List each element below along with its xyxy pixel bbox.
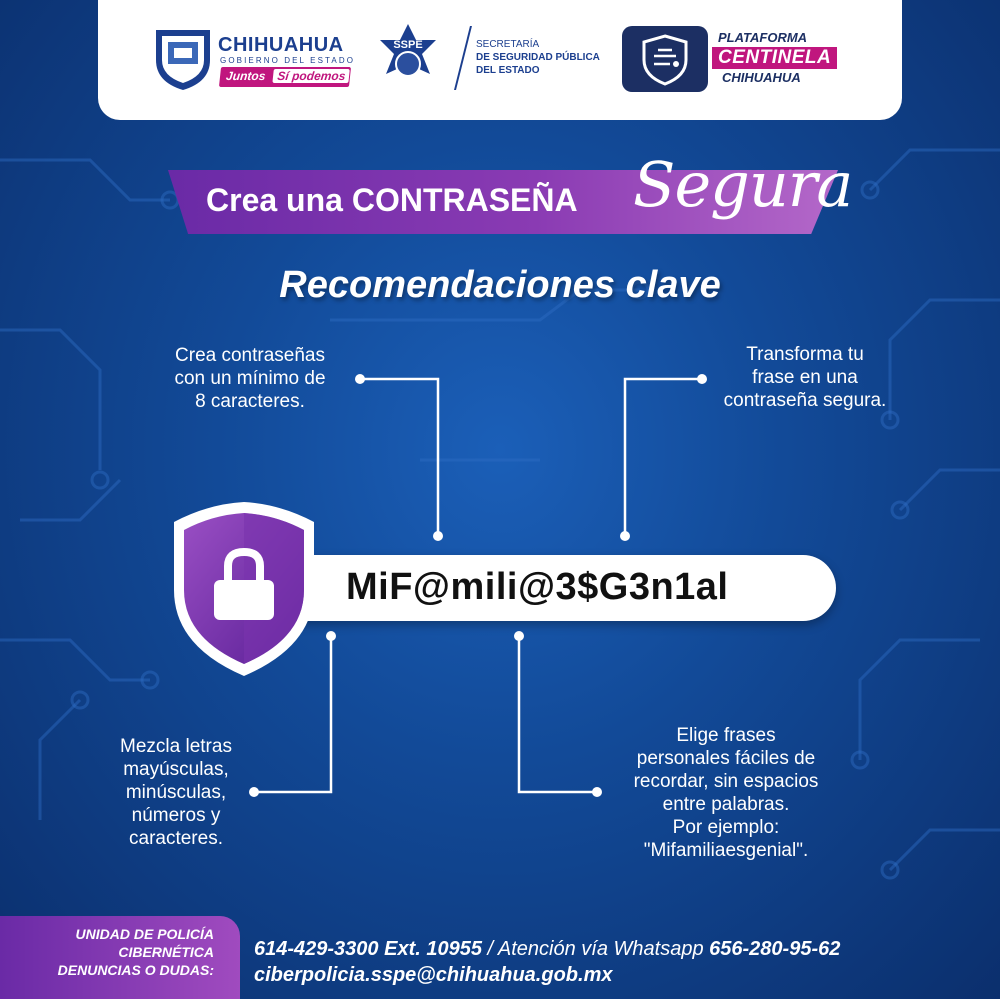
tip-line: Mezcla letras (120, 736, 232, 757)
tip-line: frase en una (752, 367, 858, 388)
secretaria-line2: DE SEGURIDAD PÚBLICA (476, 52, 600, 63)
title-script-segura: Segura (633, 148, 853, 221)
tip-line: Crea contraseñas (175, 345, 325, 366)
centinela-line2: CENTINELA (712, 47, 837, 69)
chihuahua-coat-of-arms-icon (152, 24, 214, 92)
footer-phone[interactable]: 614-429-3300 Ext. 10955 (254, 938, 482, 960)
footer-contact-line (254, 938, 840, 961)
footer-whatsapp-number[interactable]: 656-280-95-62 (709, 938, 841, 960)
tip-line: números y (131, 805, 221, 826)
tip-line: con un mínimo de (174, 368, 326, 389)
tip-line: recordar, sin espacios (633, 771, 819, 792)
centinela-circuit-shield-icon (622, 26, 708, 92)
tip-line: 8 caracteres. (195, 391, 305, 412)
slogan-juntos: Juntos (225, 69, 267, 83)
tip-line: mayúsculas, (123, 759, 229, 780)
tip-line: caracteres. (129, 828, 223, 849)
title-main: Crea una CONTRASEÑA (206, 182, 578, 218)
sspe-star-badge-icon (374, 22, 442, 94)
footer-label-line: UNIDAD DE POLICÍA (75, 926, 214, 942)
password-example-text: MiF@mili@3$G3n1al (346, 566, 729, 608)
footer-label-line: CIBERNÉTICA (118, 944, 214, 960)
footer-unit-label (0, 916, 240, 999)
gobierno-del-estado-text: GOBIERNO DEL ESTADO (220, 56, 356, 65)
tip-line: contraseña segura. (723, 390, 887, 411)
lock-shield-icon (168, 500, 320, 678)
centinela-line3: CHIHUAHUA (722, 70, 801, 85)
centinela-line1: PLATAFORMA (718, 30, 808, 45)
chihuahua-wordmark: CHIHUAHUA (218, 34, 344, 56)
tip-transform-phrase (690, 343, 920, 412)
tip-mix-characters (88, 735, 264, 850)
tip-minimum-length (140, 344, 360, 413)
footer-whatsapp-separator: / Atención vía Whatsapp (481, 938, 710, 960)
tip-personal-phrase (598, 724, 854, 862)
tip-line: "Mifamiliaesgenial". (643, 840, 809, 861)
tip-line: entre palabras. (662, 794, 790, 815)
slogan-tag (219, 67, 351, 87)
slogan-si-podemos: Sí podemos (273, 69, 350, 83)
footer-label-line: DENUNCIAS O DUDAS: (57, 962, 214, 978)
sspe-badge-text: SSPE (393, 39, 423, 51)
footer-email[interactable]: ciberpolicia.sspe@chihuahua.gob.mx (254, 964, 613, 986)
tip-line: minúsculas, (125, 782, 227, 803)
subtitle: Recomendaciones clave (279, 264, 721, 306)
tip-line: Por ejemplo: (672, 817, 780, 838)
tip-line: personales fáciles de (636, 748, 816, 769)
tip-line: Elige frases (676, 725, 776, 746)
secretaria-text (476, 38, 600, 77)
centinela-wordmark (712, 30, 837, 85)
secretaria-line1: SECRETARÍA (476, 39, 540, 50)
secretaria-line3: DEL ESTADO (476, 65, 540, 76)
tip-line: Transforma tu (746, 344, 864, 365)
